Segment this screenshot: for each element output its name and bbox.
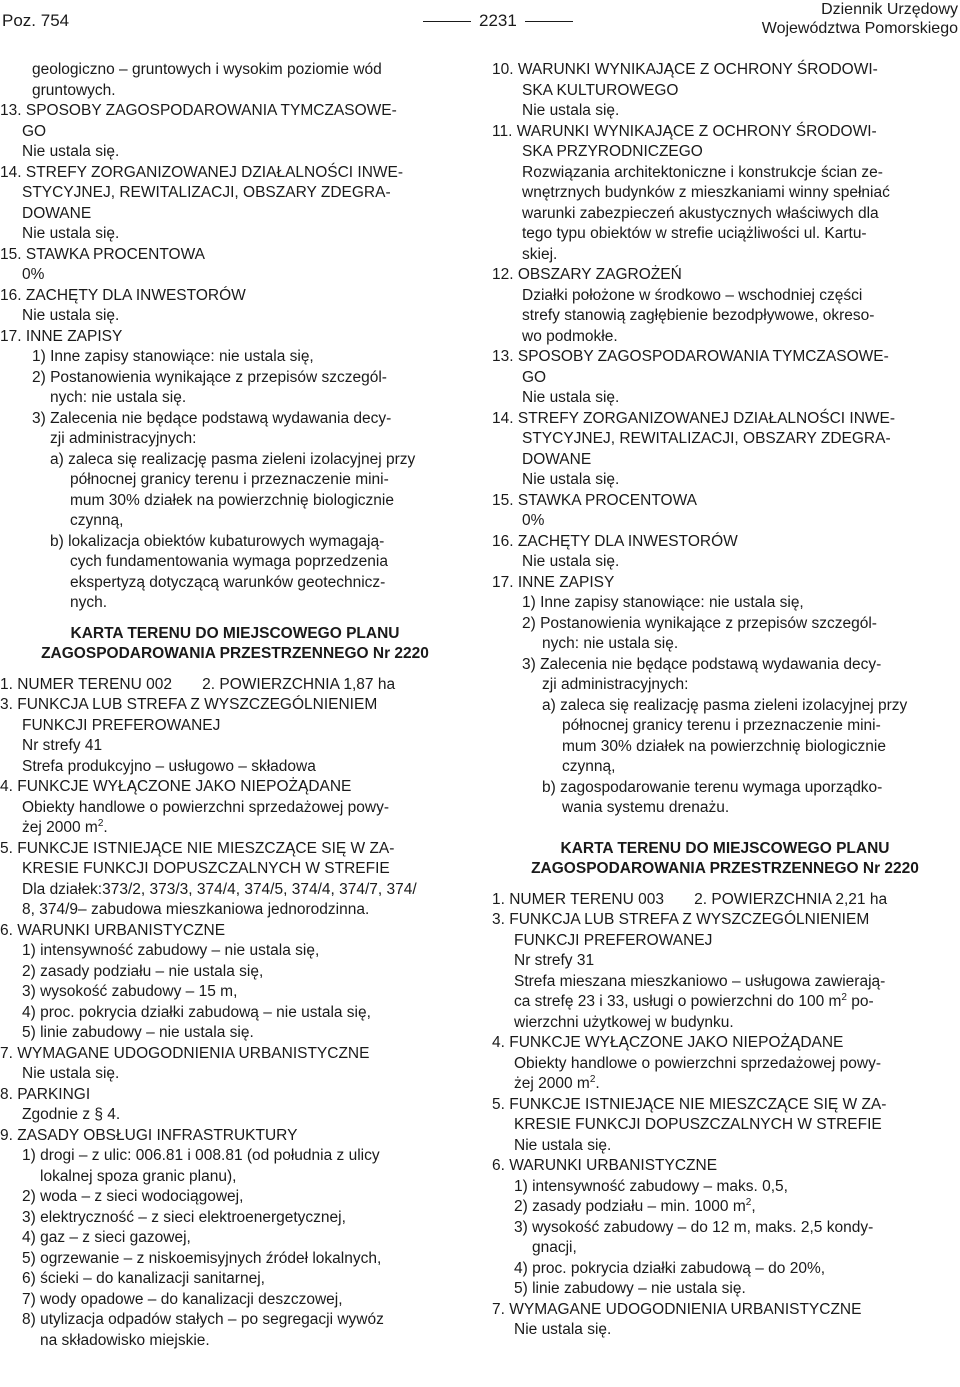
position-number: Poz. 754 [2,11,70,30]
text-line-content: Nie ustala się. [22,1065,120,1082]
text-line [492,327,958,348]
text-line-content: nych: nie ustala się. [50,389,187,406]
text-line [492,675,958,696]
text-line [0,941,470,962]
text-line-content: ZAGOSPODAROWANIA PRZESTRZENNEGO Nr 2220 [41,645,429,662]
text-line-content: 3) Zalecenia nie będące podstawą wydawania decy- [32,409,392,427]
text-line [492,491,958,512]
text-line [0,716,470,737]
text-line [0,839,470,860]
text-line [0,1023,470,1044]
text-line [492,716,958,737]
text-line-content: 16. ZACHĘTY DLA INWESTORÓW [0,286,246,304]
text-line-content: 5. FUNKCJE ISTNIEJĄCE NIE MIESZCZĄCE SIĘ W ZA- [492,1095,887,1113]
text-line [0,1269,470,1290]
text-line [492,368,958,389]
text-line [492,450,958,471]
text-line-content: mum 30% działek na powierzchnię biologicznie [70,491,394,509]
text-line [492,532,958,553]
text-line [492,470,958,491]
text-line [492,1279,958,1300]
text-line-content: KARTA TERENU DO MIEJSCOWEGO PLANU [560,839,890,857]
text-line [492,634,958,655]
text-line-content: a) zaleca się realizację pasma zieleni izolacyjnej przy [542,696,908,714]
text-line [492,306,958,327]
text-line [492,992,958,1013]
text-line-content: ZAGOSPODAROWANIA PRZESTRZENNEGO Nr 2220 [531,860,919,877]
text-line [492,1115,958,1136]
text-line [492,737,958,758]
text-line-content: Nie ustala się. [522,471,620,488]
text-line-content: Nie ustala się. [522,102,620,119]
text-line [0,450,470,471]
text-line-content: 9. ZASADY OBSŁUGI INFRASTRUKTURY [0,1126,298,1144]
text-line [0,1044,470,1065]
text-line [492,910,958,931]
text-line [0,1064,470,1085]
text-line-content: nych: nie ustala się. [542,635,679,652]
text-line-content: Nie ustala się. [522,389,620,406]
text-line-content: 6. WARUNKI URBANISTYCZNE [492,1157,718,1174]
superscript: 2 [745,1196,752,1208]
text-line-content: 13. SPOSOBY ZAGOSPODAROWANIA TYMCZASOWE- [0,102,397,119]
text-line [0,224,470,245]
text-line [0,368,470,389]
text-line [492,1013,958,1034]
text-line-content: 2) zasady podziału – nie ustala się, [22,962,264,980]
text-line [0,573,470,594]
text-line [492,778,958,799]
text-line [492,614,958,635]
text-line-content: 6) ścieki – do kanalizacji sanitarnej, [22,1270,265,1287]
text-line [492,101,958,122]
text-line-content: Strefa produkcyjno – usługowo – składowa [22,757,316,775]
text-line-content: 16. ZACHĘTY DLA INWESTORÓW [492,532,738,550]
text-line-content: czynną, [70,512,124,529]
text-line [492,890,958,911]
text-line-content: 0% [22,266,45,283]
text-line [492,552,958,573]
text-line-content: żej 2000 m [514,1075,590,1092]
text-line-content: 1) Inne zapisy stanowiące: nie ustala się, [522,594,804,611]
text-line [492,1156,958,1177]
text-line [0,286,470,307]
text-line-content: Obiekty handlowe o powierzchni sprzedażowej powy- [22,798,390,816]
text-line [0,1208,470,1229]
text-line-content: ekspertyzą dotyczącą warunków geotechnicz- [70,573,386,591]
text-line-content: tego typu obiektów w strefie uciążliwości ul. Kartu- [522,225,867,242]
text-line-content: Działki położone w środkowo – wschodniej części [522,286,863,304]
text-line-content: 12. OBSZARY ZAGROŻEŃ [492,266,682,283]
text-line-content: zji administracyjnych: [50,430,197,447]
text-line [492,224,958,245]
text-line [492,388,958,409]
text-line-content: SKA PRZYRODNICZEGO [522,143,703,160]
text-line-content: Nie ustala się. [522,553,620,570]
text-line-content: skiej. [522,245,558,263]
text-line [492,204,958,225]
text-line-content: geologiczno – gruntowych i wysokim poziomie wód [32,61,382,78]
text-line [492,798,958,819]
journal-title-line2: Województwa Pomorskiego [761,20,958,37]
section-heading [0,624,470,645]
text-line-content: DOWANE [522,450,592,468]
text-line [0,1228,470,1249]
text-line-content: wo podmokłe. [522,327,618,345]
text-line [492,931,958,952]
text-line-suffix: , [751,1198,756,1215]
text-line [0,695,470,716]
text-line [0,1290,470,1311]
text-line-content: Nr strefy 41 [22,737,103,754]
text-line-content: strefy stanowią zagłębienie bezodpływowe, okreso- [522,307,875,324]
text-line-content: Nie ustala się. [22,307,120,324]
text-line [0,1310,470,1331]
right-column [492,60,958,1341]
text-line-suffix: . [103,819,108,836]
text-line [0,491,470,512]
text-line [492,1095,958,1116]
text-line [492,409,958,430]
text-line [0,798,470,819]
text-line-content: KRESIE FUNKCJI DOPUSZCZALNYCH W STREFIE [22,860,390,877]
text-line-content: a) zaleca się realizację pasma zieleni izolacyjnej przy [50,450,416,468]
text-line [0,1146,470,1167]
text-line-content: b) lokalizacja obiektów kubaturowych wymagają- [50,532,385,550]
text-line [492,183,958,204]
text-line-content: Obiekty handlowe o powierzchni sprzedażowej powy- [514,1054,882,1072]
text-line-content: północnej granicy terenu i przeznaczenie mini- [70,471,389,488]
text-line-content: 3) wysokość zabudowy – do 12 m, maks. 2,5 kondy- [514,1218,874,1236]
text-line [0,675,470,696]
text-line-content: Nie ustala się. [22,143,120,160]
text-line-content: DOWANE [22,204,92,222]
text-line [492,573,958,594]
text-line-content: gruntowych. [32,81,116,99]
text-line-content: 17. INNE ZAPISY [492,573,615,591]
text-line [0,60,470,81]
text-line-content: Nr strefy 31 [514,952,595,969]
text-line-content: 8) utylizacja odpadów stałych – po segregacji wywóz [22,1311,384,1328]
text-line [0,757,470,778]
text-line-content: Strefa mieszana mieszkaniowo – usługowa zawierają- [514,972,886,990]
text-line [0,142,470,163]
text-line [492,429,958,450]
text-line [492,972,958,993]
text-line-content: mum 30% działek na powierzchnię biologicznie [562,737,886,755]
text-line-content: północnej granicy terenu i przeznaczenie mini- [562,717,881,734]
text-line-content: 2) Postanowienia wynikające z przepisów szczegól- [522,614,877,632]
section-heading [492,839,958,860]
text-line [0,1126,470,1147]
text-line-content: 1) Inne zapisy stanowiące: nie ustala się, [32,348,314,365]
text-line-content: 15. STAWKA PROCENTOWA [492,491,697,509]
text-line-content: 3. FUNKCJA LUB STREFA Z WYSZCZEGÓLNIENIEM [492,911,870,928]
text-line-content: warunki zabezpieczeń akustycznych właściwych dla [522,204,879,222]
text-line-content: STYCYJNEJ, REWITALIZACJI, OBSZARY ZDEGRA- [22,184,391,201]
text-line-content: 14. STREFY ZORGANIZOWANEJ DZIAŁALNOŚCI INWE- [0,163,404,181]
text-line-content: wania systemu drenażu. [562,799,730,816]
text-line-content: 11. WARUNKI WYNIKAJĄCE Z OCHRONY ŚRODOWI- [492,122,877,140]
text-line-content: 4. FUNKCJE WYŁĄCZONE JAKO NIEPOŻĄDANE [492,1034,844,1051]
text-line [0,81,470,102]
text-line [492,1177,958,1198]
text-line-content: 17. INNE ZAPISY [0,327,123,345]
text-line [0,1187,470,1208]
text-line [492,347,958,368]
text-line [492,511,958,532]
text-line [0,1167,470,1188]
text-line [0,736,470,757]
text-line-content: GO [22,122,47,140]
text-line-content: 8. PARKINGI [0,1085,91,1103]
spacer [0,614,470,624]
text-line-content: Zgodnie z § 4. [22,1106,121,1123]
text-line [0,1105,470,1126]
text-line-content: 1) intensywność zabudowy – nie ustala się, [22,942,320,959]
text-line-content: 3) Zalecenia nie będące podstawą wydawania decy- [522,655,882,673]
text-line [0,921,470,942]
text-line [492,1197,958,1218]
text-line-content: na składowisko miejskie. [40,1331,210,1349]
text-line-content: zji administracyjnych: [542,676,689,693]
text-line-content: Nie ustala się. [22,225,120,242]
journal-title-line1: Dziennik Urzędowy [821,1,958,18]
text-line-content: KRESIE FUNKCJI DOPUSZCZALNYCH W STREFIE [514,1116,882,1133]
text-line [0,265,470,286]
left-column [0,60,470,1351]
text-line [0,245,470,266]
text-line-content: 2) Postanowienia wynikające z przepisów szczegól- [32,368,387,386]
text-line-content: 4) proc. pokrycia działki zabudową – do 20%, [514,1259,826,1277]
text-line [492,951,958,972]
spacer [0,665,470,675]
text-line-content: FUNKCJI PREFEROWANEJ [514,931,713,949]
text-line [0,552,470,573]
text-line [0,593,470,614]
text-line-content: 3. FUNKCJA LUB STREFA Z WYSZCZEGÓLNIENIEM [0,696,378,713]
text-line [0,1085,470,1106]
text-line-content: 4. FUNKCJE WYŁĄCZONE JAKO NIEPOŻĄDANE [0,778,352,795]
journal-title [762,0,958,38]
text-line-content: 5) linie zabudowy – nie ustala się. [22,1024,254,1041]
text-line [0,1331,470,1352]
text-line-content: 7. WYMAGANE UDOGODNIENIA URBANISTYCZNE [492,1300,862,1318]
text-line [492,1238,958,1259]
superscript: 2 [97,817,104,829]
text-line-content: ca strefę 23 i 33, usługi o powierzchni do 100 m [514,993,842,1010]
text-line [492,1300,958,1321]
text-line-content: gnacji, [532,1239,577,1256]
text-line-content: 7. WYMAGANE UDOGODNIENIA URBANISTYCZNE [0,1044,370,1062]
text-line [492,1218,958,1239]
text-line-suffix: . [595,1075,600,1092]
text-line-content: 14. STREFY ZORGANIZOWANEJ DZIAŁALNOŚCI INWE- [492,409,896,427]
text-line [492,1136,958,1157]
text-line [492,142,958,163]
text-line [0,859,470,880]
superscript: 2 [589,1073,596,1085]
page-number-text: 2231 [479,11,517,30]
text-line [0,470,470,491]
text-line-content: 0% [522,512,545,529]
text-line-content: 7) wody opadowe – do kanalizacji deszczowej, [22,1290,343,1308]
text-line [492,1259,958,1280]
text-line-content: wnętrznych budynków z mieszkaniami winny spełniać [522,184,890,201]
text-line [492,60,958,81]
text-line-content: STYCYJNEJ, REWITALIZACJI, OBSZARY ZDEGRA- [522,430,891,447]
text-line-content: KARTA TERENU DO MIEJSCOWEGO PLANU [70,624,400,642]
spacer [492,819,958,829]
text-line [0,962,470,983]
text-line [492,593,958,614]
text-line [0,777,470,798]
text-line-content: Nie ustala się. [514,1321,612,1338]
text-line-content: cych fundamentowania wymaga poprzedzenia [70,553,388,570]
text-line-content: lokalnej spoza granic planu), [40,1167,237,1185]
text-line-content: Nie ustala się. [514,1136,612,1154]
text-line-content: 10. WARUNKI WYNIKAJĄCE Z OCHRONY ŚRODOWI- [492,61,878,78]
text-line [492,245,958,266]
text-line-content: 15. STAWKA PROCENTOWA [0,245,205,263]
text-line-content: 1. NUMER TERENU 002 2. POWIERZCHNIA 1,87 ha [0,675,396,693]
text-line-content: 4) gaz – z sieci gazowej, [22,1229,191,1246]
text-line-content: 4) proc. pokrycia działki zabudową – nie ustala się, [22,1003,371,1021]
text-line-content: SKA KULTUROWEGO [522,81,679,99]
text-line [0,1003,470,1024]
text-line [0,409,470,430]
text-line-content: Rozwiązania architektoniczne i konstrukcje ścian ze- [522,163,883,181]
text-line-content: 5) linie zabudowy – nie ustala się. [514,1280,746,1297]
text-line [0,532,470,553]
text-line [0,204,470,225]
text-line [0,347,470,368]
text-line-content: b) zagospodarowanie terenu wymaga uporządko- [542,778,883,796]
text-line [0,880,470,901]
text-line [0,818,470,839]
section-heading [492,859,958,880]
text-line [492,655,958,676]
text-line [492,1074,958,1095]
text-line [0,388,470,409]
text-line [0,101,470,122]
text-line-content: żej 2000 m [22,819,98,836]
text-line-content: 5) ogrzewanie – z niskoemisyjnych źródeł lokalnych, [22,1249,382,1267]
text-line [0,900,470,921]
spacer [492,880,958,890]
text-line [0,183,470,204]
text-line [492,757,958,778]
text-line [0,306,470,327]
text-line [492,1033,958,1054]
text-line [492,81,958,102]
text-line [492,286,958,307]
text-line-content: 3) elektryczność – z sieci elektroenergetycznej, [22,1208,346,1226]
superscript: 2 [841,991,847,1003]
text-line [492,1320,958,1341]
text-line-content: GO [522,368,547,386]
page-number [415,11,581,32]
text-line-content: wierzchni użytkowej w budynku. [514,1013,734,1031]
text-line [0,982,470,1003]
text-line-content: 8, 374/9– zabudowa mieszkaniowa jednorodzinna. [22,901,370,918]
text-line [0,511,470,532]
text-line [492,122,958,143]
text-line [0,429,470,450]
text-line-content: 1) intensywność zabudowy – maks. 0,5, [514,1177,788,1195]
text-line [0,327,470,348]
text-line-content: 2) woda – z sieci wodociągowej, [22,1188,244,1205]
text-line [0,163,470,184]
text-line-content: 1) drogi – z ulic: 006.81 i 008.81 (od południa z ulicy [22,1147,380,1164]
page-header [0,0,960,44]
text-line [492,163,958,184]
text-line-content: 3) wysokość zabudowy – 15 m, [22,983,238,1000]
text-line-content: 2) zasady podziału – min. 1000 m [514,1198,746,1215]
spacer [492,829,958,839]
text-line [0,1249,470,1270]
text-line-suffix: po- [846,993,874,1010]
section-heading [0,644,470,665]
text-line [0,122,470,143]
text-line-content: 1. NUMER TERENU 003 2. POWIERZCHNIA 2,21 ha [492,890,888,908]
text-line-content: 13. SPOSOBY ZAGOSPODAROWANIA TYMCZASOWE- [492,348,889,365]
text-line [492,265,958,286]
text-line [492,1054,958,1075]
text-line-content: 6. WARUNKI URBANISTYCZNE [0,921,226,939]
text-line-content: czynną, [562,758,616,775]
text-line-content: FUNKCJI PREFEROWANEJ [22,716,221,734]
text-line-content: nych. [70,594,108,611]
text-line-content: Dla działek:373/2, 373/3, 374/4, 374/5, 374/4, 374/7, 374/ [22,880,417,898]
text-line [492,696,958,717]
text-line-content: 5. FUNKCJE ISTNIEJĄCE NIE MIESZCZĄCE SIĘ W ZA- [0,839,395,857]
